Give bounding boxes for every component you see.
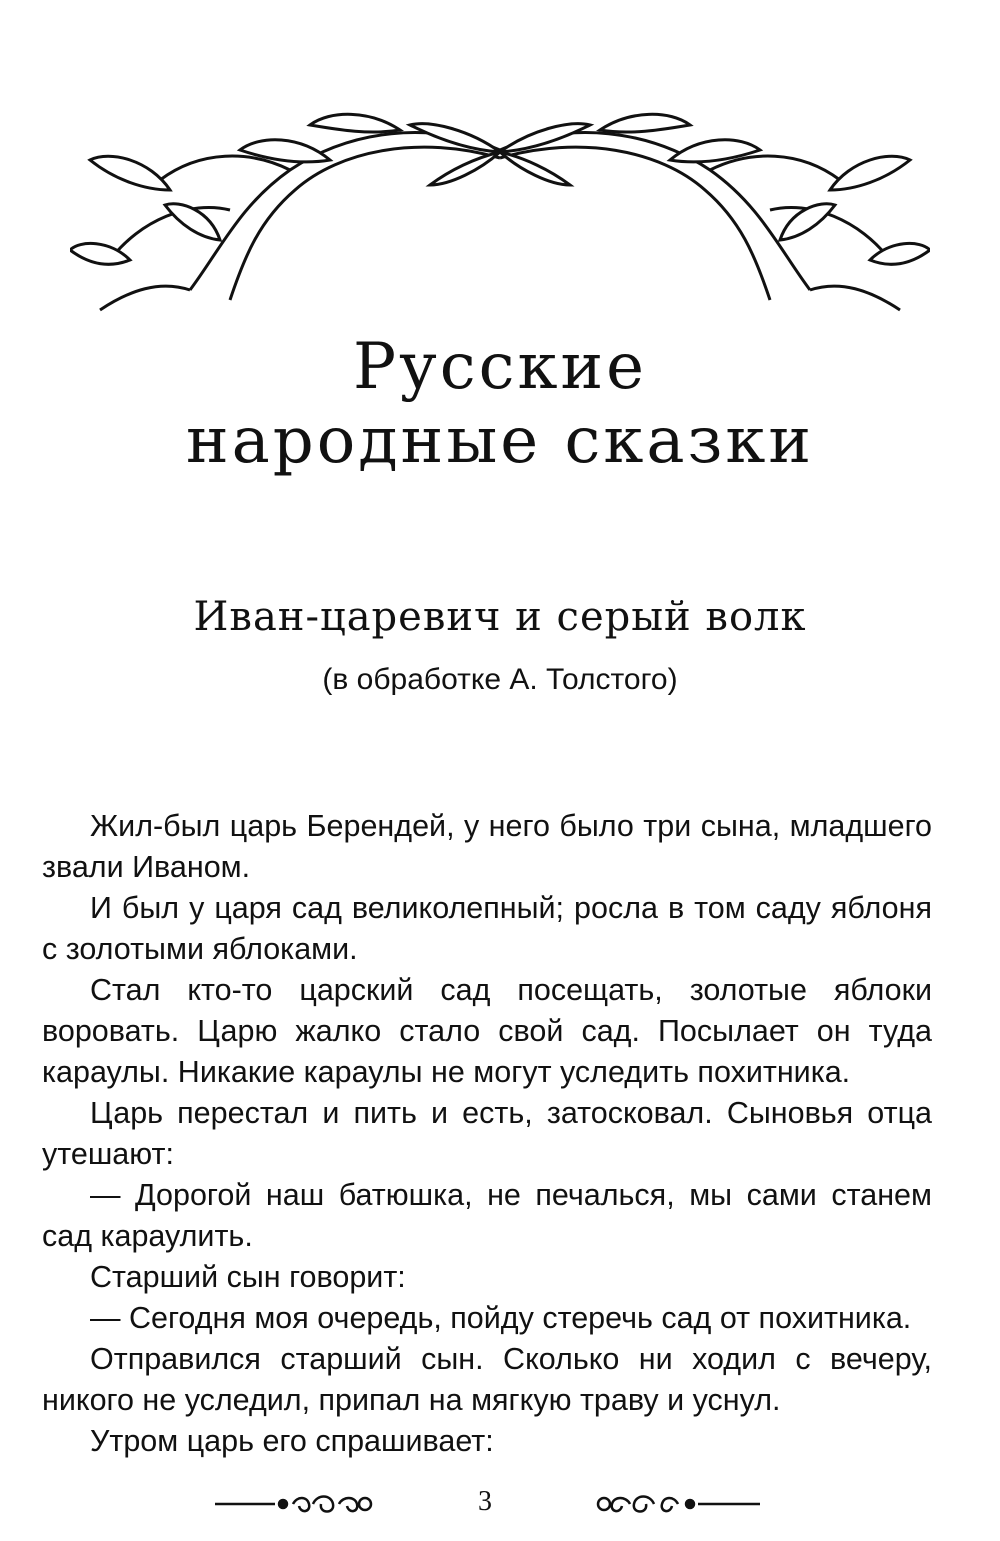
scroll-ornament-icon [215, 1490, 380, 1520]
paragraph: Отправился старший сын. Сколько ни ходил с вечеру, никого не уследил, припал на мягкую траву и уснул. [42, 1342, 932, 1417]
paragraph: И был у царя сад великолепный; росла в том саду яблоня с золотыми яблоками. [42, 891, 932, 966]
paragraph: — Дорогой наш батюшка, не печалься, мы сами станем сад караулить. [42, 1178, 932, 1253]
page-number: 3 [478, 1486, 492, 1517]
scroll-ornament-icon [590, 1490, 760, 1520]
paragraph: Старший сын говорит: [90, 1260, 406, 1294]
book-title-line1: Русские [353, 330, 647, 404]
paragraph: Стал кто-то царский сад посещать, золотые яблоки воровать. Царю жалко стало свой сад. Посылает он туда караулы. Никакие караулы не могут уследить похитника. [42, 973, 932, 1089]
floral-ornament-icon [70, 90, 930, 320]
paragraph: Утром царь его спрашивает: [90, 1424, 494, 1458]
book-title [0, 330, 1000, 478]
paragraph: — Сегодня моя очередь, пойду стеречь сад от похитника. [90, 1301, 912, 1335]
paragraph: Царь перестал и пить и есть, затосковал. Сыновья отца утешают: [42, 1096, 932, 1171]
story-subtitle: (в обработке А. Толстого) [322, 663, 678, 696]
paragraph: Жил-был царь Берендей, у него было три сына, младшего звали Иваном. [42, 809, 932, 884]
book-title-line2: народные сказки [185, 404, 815, 478]
story-text [42, 806, 932, 1462]
story-title: Иван-царевич и серый волк [193, 594, 807, 640]
